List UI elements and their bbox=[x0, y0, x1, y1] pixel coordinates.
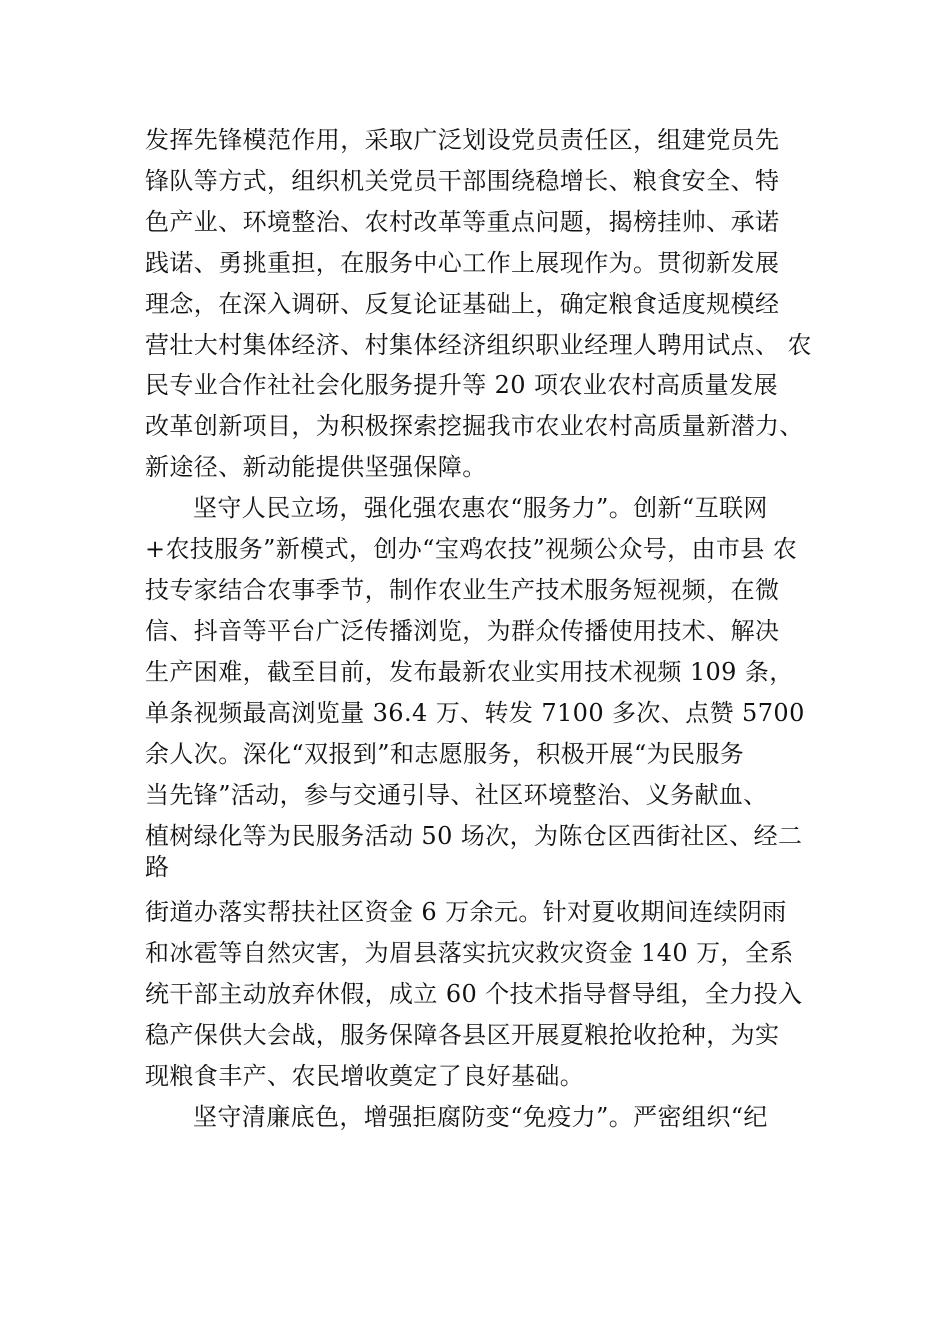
text-line: 营壮大村集体经济、村集体经济组织职业经理人聘用试点、 农 bbox=[145, 331, 812, 359]
text-line: 发挥先锋模范作用，采取广泛划设党员责任区，组建党员先 bbox=[145, 126, 780, 154]
text-line: 技专家结合农事季节，制作农业生产技术服务短视频，在微 bbox=[145, 576, 780, 604]
text-line: 新途径、新动能提供坚强保障。 bbox=[145, 453, 487, 481]
text-line: 稳产保供大会战，服务保障各县区开展夏粮抢收抢种，为实 bbox=[145, 1021, 780, 1049]
text-line: 和冰雹等自然灾害，为眉县落实抗灾救灾资金 140 万，全系 bbox=[145, 939, 794, 967]
text-line: +农技服务”新模式，创办“宝鸡农技”视频公众号，由市县 农 bbox=[145, 535, 798, 563]
text-line: 街道办落实帮扶社区资金 6 万余元。针对夏收期间连续阴雨 bbox=[145, 898, 787, 926]
text-line: 统干部主动放弃休假，成立 60 个技术指导督导组，全力投入 bbox=[145, 980, 803, 1008]
text-line: 余人次。深化“双报到”和志愿服务，积极开展“为民服务 bbox=[145, 740, 745, 768]
text-line: 当先锋”活动，参与交通引导、社区环境整治、义务献血、 bbox=[145, 781, 768, 809]
text-line: 信、抖音等平台广泛传播浏览，为群众传播使用技术、解决 bbox=[145, 617, 780, 645]
text-line: 单条视频最高浏览量 36.4 万、转发 7100 多次、点赞 5700 bbox=[145, 699, 805, 727]
text-line: 锋队等方式，组织机关党员干部围绕稳增长、粮食安全、特 bbox=[145, 167, 780, 195]
text-line: 践诺、勇挑重担，在服务中心工作上展现作为。贯彻新发展 bbox=[145, 249, 780, 277]
text-line: 色产业、环境整治、农村改革等重点问题，揭榜挂帅、承诺 bbox=[145, 208, 780, 236]
paragraph-first-line: 坚守清廉底色，增强拒腐防变“免疫力”。严密组织“纪 bbox=[193, 1103, 768, 1131]
text-line: 生产困难，截至目前，发布最新农业实用技术视频 109 条， bbox=[145, 658, 794, 686]
text-line: 现粮食丰产、农民增收奠定了良好基础。 bbox=[145, 1062, 585, 1090]
text-line: 理念，在深入调研、反复论证基础上，确定粮食适度规模经 bbox=[145, 290, 780, 318]
text-line: 路 bbox=[145, 853, 170, 881]
text-line: 植树绿化等为民服务活动 50 场次，为陈仓区西街社区、经二 bbox=[145, 822, 803, 850]
text-line: 改革创新项目，为积极探索挖掘我市农业农村高质量新潜力、 bbox=[145, 412, 804, 440]
paragraph-first-line: 坚守人民立场，强化强农惠农“服务力”。创新“互联网 bbox=[193, 494, 768, 522]
text-line: 民专业合作社社会化服务提升等 20 项农业农村高质量发展 bbox=[145, 371, 778, 399]
